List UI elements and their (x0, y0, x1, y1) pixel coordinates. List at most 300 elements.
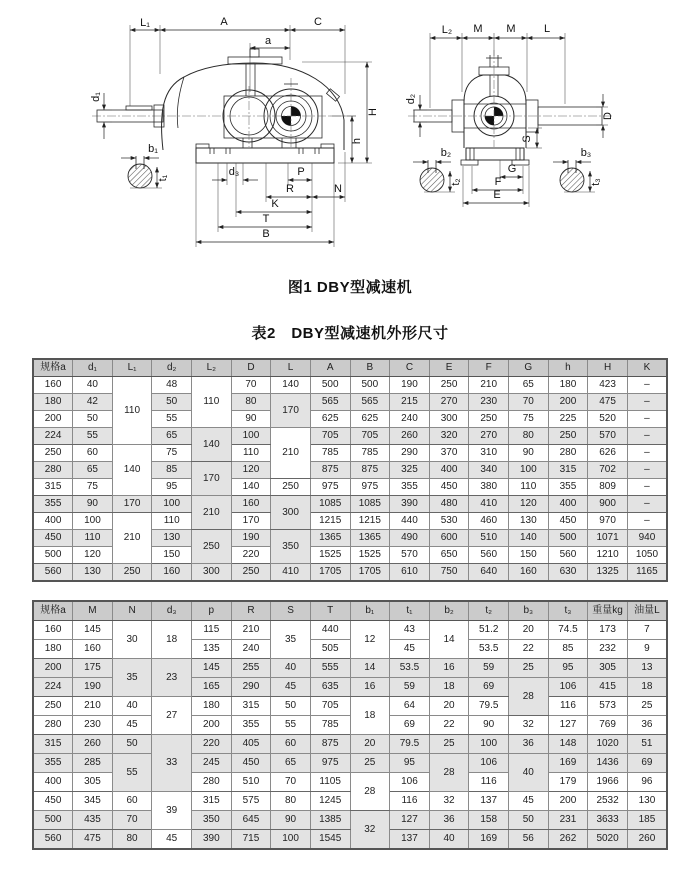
dim-label-d3: d₃ (228, 166, 240, 178)
column-header: L₂ (192, 359, 232, 377)
table-cell: 127 (548, 716, 588, 735)
table-cell: 280 (548, 445, 588, 462)
column-header: T (310, 601, 350, 621)
table-cell: 75 (73, 479, 113, 496)
table-cell: 210 (73, 697, 113, 716)
dim-label-N: N (334, 183, 342, 195)
table-cell: 20 (429, 697, 469, 716)
table-cell: 115 (192, 621, 232, 640)
table-cell: 137 (390, 830, 430, 850)
table-cell: 210 (192, 496, 232, 530)
table-cell: 940 (627, 530, 667, 547)
table-cell: 500 (350, 377, 390, 394)
table-cell: 625 (310, 411, 350, 428)
table-cell: – (627, 445, 667, 462)
table-cell: 18 (152, 621, 192, 659)
table-cell: 185 (627, 811, 667, 830)
table-cell: 140 (231, 479, 271, 496)
table-cell: 55 (271, 716, 311, 735)
table-cell: 32 (350, 811, 390, 850)
table-cell: 170 (231, 513, 271, 530)
table-cell: 405 (231, 735, 271, 754)
table-cell: 315 (548, 462, 588, 479)
table-cell: 150 (509, 547, 549, 564)
table-cell: 75 (152, 445, 192, 462)
column-header: N (112, 601, 152, 621)
table-cell: 70 (509, 394, 549, 411)
table-cell: 40 (73, 377, 113, 394)
table-cell: 25 (509, 659, 549, 678)
table-cell: 90 (469, 716, 509, 735)
table-cell: 110 (73, 530, 113, 547)
table-cell: 210 (469, 377, 509, 394)
table-cell: 785 (310, 445, 350, 462)
dim-label-P: P (297, 166, 305, 178)
table-cell: 570 (588, 428, 628, 445)
table-cell: 18 (627, 678, 667, 697)
table-cell: 180 (33, 394, 73, 411)
table-cell: 80 (509, 428, 549, 445)
table-cell: 290 (231, 678, 271, 697)
table-cell: 23 (152, 659, 192, 697)
table-row (33, 735, 667, 754)
table-cell: 750 (429, 564, 469, 582)
table-cell: 345 (73, 792, 113, 811)
table-cell: 100 (231, 428, 271, 445)
table-cell: 190 (390, 377, 430, 394)
table-cell: 250 (231, 564, 271, 582)
table-cell: 315 (33, 735, 73, 754)
table-cell: 224 (33, 678, 73, 697)
table-cell: 285 (73, 754, 113, 773)
table-cell: 400 (33, 513, 73, 530)
table-cell: 130 (152, 530, 192, 547)
column-header: h (548, 359, 588, 377)
table-cell: 560 (33, 564, 73, 582)
dim-label-d2: d₂ (405, 93, 417, 105)
table-cell: 173 (588, 621, 628, 640)
table-cell: 626 (588, 445, 628, 462)
table-cell: 390 (192, 830, 232, 850)
table-row (33, 445, 667, 462)
table-cell: 220 (231, 547, 271, 564)
table-cell: 95 (152, 479, 192, 496)
table-cell: – (627, 462, 667, 479)
table-cell: 9 (627, 640, 667, 659)
table-cell: 1365 (350, 530, 390, 547)
table-cell: 50 (271, 697, 311, 716)
table-cell: 875 (310, 462, 350, 479)
column-header: b₁ (350, 601, 390, 621)
table-cell: 240 (231, 640, 271, 659)
table-cell: 40 (429, 830, 469, 850)
table-cell: 975 (310, 754, 350, 773)
table-cell: 42 (73, 394, 113, 411)
table-cell: 27 (152, 697, 192, 735)
dim-label-d1: d₁ (90, 92, 102, 102)
table-cell: 400 (548, 496, 588, 513)
table-cell: 215 (390, 394, 430, 411)
table-cell: 560 (33, 830, 73, 850)
table-cell: 250 (429, 377, 469, 394)
table-cell: 3633 (588, 811, 628, 830)
table-cell: 79.5 (469, 697, 509, 716)
dim-label-B: B (262, 228, 270, 240)
table-cell: 490 (390, 530, 430, 547)
table-cell: 7 (627, 621, 667, 640)
dim-label-C: C (314, 16, 322, 28)
table-cell: 110 (112, 377, 152, 445)
table-cell: 35 (271, 621, 311, 659)
column-header: E (429, 359, 469, 377)
table-cell: – (627, 377, 667, 394)
dim-label-M2: M (506, 23, 516, 35)
table-cell: 400 (429, 462, 469, 479)
column-header: 重量kg (588, 601, 628, 621)
table-cell: 170 (271, 394, 311, 428)
table-cell: 55 (152, 411, 192, 428)
table-cell: 250 (33, 697, 73, 716)
table-cell: 165 (192, 678, 232, 697)
table-cell: 1385 (310, 811, 350, 830)
table-cell: 20 (509, 621, 549, 640)
table-cell: 809 (588, 479, 628, 496)
table-cell: 28 (509, 678, 549, 716)
column-header: D (231, 359, 271, 377)
oil-plug-icon (326, 89, 339, 101)
table-cell: 85 (152, 462, 192, 479)
table-cell: 1105 (310, 773, 350, 792)
table-cell: 250 (548, 428, 588, 445)
table-cell: 210 (231, 621, 271, 640)
right-view (405, 23, 614, 207)
column-header: A (310, 359, 350, 377)
table-cell: 40 (271, 659, 311, 678)
table-cell: 975 (350, 479, 390, 496)
table-cell: 60 (73, 445, 113, 462)
table-cell: 1705 (350, 564, 390, 582)
table-cell: 875 (310, 735, 350, 754)
table-cell: 120 (231, 462, 271, 479)
table-cell: 51.2 (469, 621, 509, 640)
table-cell: 450 (33, 530, 73, 547)
table-cell: 80 (271, 792, 311, 811)
column-header: b₂ (429, 601, 469, 621)
table-cell: 245 (192, 754, 232, 773)
table-row (33, 564, 667, 582)
table-cell: 180 (192, 697, 232, 716)
table-cell: 450 (231, 754, 271, 773)
column-header: C (390, 359, 430, 377)
table-cell: 1245 (310, 792, 350, 811)
table-cell: 18 (429, 678, 469, 697)
table-cell: 110 (192, 377, 232, 428)
table-row (33, 697, 667, 716)
table-cell: 460 (469, 513, 509, 530)
column-header: K (627, 359, 667, 377)
table-cell: 160 (152, 564, 192, 582)
dim-label-L1: L₁ (140, 17, 150, 29)
table-cell: 785 (350, 445, 390, 462)
table-cell: 200 (548, 792, 588, 811)
key-section-b1t1 (121, 143, 169, 188)
table-cell: 53.5 (390, 659, 430, 678)
column-header: t₂ (469, 601, 509, 621)
dim-label-b3: b₃ (580, 147, 592, 159)
table-cell: 69 (390, 716, 430, 735)
table-cell: 230 (73, 716, 113, 735)
table-cell: 100 (152, 496, 192, 513)
table-row (33, 377, 667, 394)
table-cell: 50 (112, 735, 152, 754)
table-cell: 250 (192, 530, 232, 564)
table-cell: 30 (112, 621, 152, 659)
table-cell: 231 (548, 811, 588, 830)
table-cell: 635 (310, 678, 350, 697)
table-cell: 33 (152, 735, 192, 792)
table-cell: 573 (588, 697, 628, 716)
table-cell: 500 (33, 547, 73, 564)
table-cell: 355 (390, 479, 430, 496)
table-cell: 290 (390, 445, 430, 462)
table-cell: 610 (390, 564, 430, 582)
table-cell: 900 (588, 496, 628, 513)
table-cell: 875 (350, 462, 390, 479)
column-header: d₁ (73, 359, 113, 377)
table-cell: 50 (152, 394, 192, 411)
table-cell: – (627, 496, 667, 513)
column-header: F (469, 359, 509, 377)
dim-label-t1: t₁ (157, 174, 169, 182)
table-cell: 510 (231, 773, 271, 792)
table-cell: 280 (192, 773, 232, 792)
table-cell: 45 (152, 830, 192, 850)
table-cell: 565 (310, 394, 350, 411)
table-cell: 350 (271, 530, 311, 564)
dim-label-L2: L₂ (441, 24, 453, 36)
table-cell: – (627, 411, 667, 428)
column-header: t₁ (390, 601, 430, 621)
table-cell: 1705 (310, 564, 350, 582)
table-cell: 1545 (310, 830, 350, 850)
table-cell: 50 (73, 411, 113, 428)
column-header: 规格a (33, 601, 73, 621)
dim-label-b2: b₂ (440, 147, 452, 159)
table-cell: 90 (509, 445, 549, 462)
table-cell: 1215 (350, 513, 390, 530)
table-cell: 130 (73, 564, 113, 582)
table-cell: 170 (192, 462, 232, 496)
table-cell: 137 (469, 792, 509, 811)
table-cell: 59 (469, 659, 509, 678)
table-cell: 40 (112, 697, 152, 716)
table-cell: 145 (73, 621, 113, 640)
table-cell: 179 (548, 773, 588, 792)
table-cell: 355 (231, 716, 271, 735)
table-cell: 12 (350, 621, 390, 659)
table-cell: 20 (350, 735, 390, 754)
column-header: R (231, 601, 271, 621)
table-cell: 60 (112, 792, 152, 811)
table-cell: 80 (112, 830, 152, 850)
left-view (90, 16, 379, 247)
table-cell: 255 (231, 659, 271, 678)
table-cell: 560 (548, 547, 588, 564)
table-cell: 45 (390, 640, 430, 659)
table-cell: 355 (33, 496, 73, 513)
table-cell: 35 (112, 659, 152, 697)
dim-label-b1: b₁ (148, 143, 158, 155)
table-cell: 355 (548, 479, 588, 496)
table-cell: 785 (310, 716, 350, 735)
table-cell: 90 (73, 496, 113, 513)
table-cell: 16 (350, 678, 390, 697)
table-cell: 14 (350, 659, 390, 678)
table-cell: 90 (271, 811, 311, 830)
table-cell: 40 (509, 754, 549, 792)
table-cell: 435 (73, 811, 113, 830)
table-cell: 116 (548, 697, 588, 716)
key-section-b2t2 (413, 147, 462, 192)
table-cell: 36 (627, 716, 667, 735)
table-cell: – (627, 513, 667, 530)
table-cell: 60 (271, 735, 311, 754)
table-row (33, 496, 667, 513)
column-header: d₂ (152, 359, 192, 377)
table-cell: 224 (33, 428, 73, 445)
dim-label-L: L (543, 23, 551, 35)
table-cell: 1071 (588, 530, 628, 547)
table-cell: 250 (112, 564, 152, 582)
table-caption: 表2 DBY型减速机外形尺寸 (251, 325, 449, 342)
table-cell: 28 (350, 773, 390, 811)
table-cell: 1050 (627, 547, 667, 564)
table-cell: 180 (548, 377, 588, 394)
dim-label-A: A (220, 16, 228, 28)
table-cell: 500 (548, 530, 588, 547)
table-cell: 175 (73, 659, 113, 678)
outline-dimensions-table (32, 358, 668, 582)
table-cell: 270 (429, 394, 469, 411)
table-cell: 110 (152, 513, 192, 530)
table-cell: 25 (350, 754, 390, 773)
table-cell: 769 (588, 716, 628, 735)
table-cell: 140 (271, 377, 311, 394)
table-cell: 210 (271, 428, 311, 479)
table-cell: 160 (231, 496, 271, 513)
table-cell: 69 (627, 754, 667, 773)
table-cell: 380 (469, 479, 509, 496)
table-cell: 96 (627, 773, 667, 792)
table-cell: 116 (390, 792, 430, 811)
table-row (33, 621, 667, 640)
table-cell: 975 (310, 479, 350, 496)
table-cell: 520 (588, 411, 628, 428)
table-cell: 100 (73, 513, 113, 530)
table-cell: 160 (73, 640, 113, 659)
table-cell: 56 (509, 830, 549, 850)
table-cell: 280 (33, 716, 73, 735)
table-cell: 210 (112, 513, 152, 564)
table-cell: 1525 (350, 547, 390, 564)
table-cell: 1165 (627, 564, 667, 582)
table-cell: 170 (112, 496, 152, 513)
table-cell: 450 (548, 513, 588, 530)
table-cell: 390 (390, 496, 430, 513)
table-cell: 200 (33, 411, 73, 428)
table-cell: 200 (548, 394, 588, 411)
dim-label-H: H (367, 108, 379, 116)
table-cell: 440 (310, 621, 350, 640)
table-cell: 180 (33, 640, 73, 659)
table-cell: 80 (231, 394, 271, 411)
column-header: B (350, 359, 390, 377)
table-cell: 510 (469, 530, 509, 547)
dim-label-M1: M (473, 23, 483, 35)
table-cell: 120 (509, 496, 549, 513)
table-cell: 505 (310, 640, 350, 659)
dim-label-F: F (494, 176, 502, 188)
table-cell: 440 (390, 513, 430, 530)
table-cell: 135 (192, 640, 232, 659)
table-cell: 160 (509, 564, 549, 582)
table-cell: 970 (588, 513, 628, 530)
key-section-b3t3 (553, 147, 602, 192)
table-cell: 79.5 (390, 735, 430, 754)
table-cell: 50 (509, 811, 549, 830)
table-cell: 705 (310, 428, 350, 445)
table-cell: 555 (310, 659, 350, 678)
table-cell: 106 (390, 773, 430, 792)
table-cell: 355 (33, 754, 73, 773)
table-cell: 36 (429, 811, 469, 830)
table-cell: 150 (152, 547, 192, 564)
technical-drawing (0, 0, 700, 265)
column-header: p (192, 601, 232, 621)
table-cell: 310 (469, 445, 509, 462)
table-cell: 18 (350, 697, 390, 735)
table-cell: 565 (350, 394, 390, 411)
table-cell: 630 (548, 564, 588, 582)
table-cell: – (627, 479, 667, 496)
table-cell: 262 (548, 830, 588, 850)
table-cell: 640 (469, 564, 509, 582)
table-cell: 85 (548, 640, 588, 659)
table-cell: 2532 (588, 792, 628, 811)
column-header: M (73, 601, 113, 621)
column-header: b₃ (509, 601, 549, 621)
table-cell: 106 (548, 678, 588, 697)
table-cell: 1210 (588, 547, 628, 564)
table-cell: 190 (231, 530, 271, 547)
table-cell: 74.5 (548, 621, 588, 640)
table-cell: 340 (469, 462, 509, 479)
table-cell: 250 (271, 479, 311, 496)
table-cell: 410 (271, 564, 311, 582)
table-cell: 22 (429, 716, 469, 735)
table-cell: 240 (390, 411, 430, 428)
table-cell: 130 (509, 513, 549, 530)
table-row (33, 754, 667, 773)
table-cell: 22 (509, 640, 549, 659)
table-cell: 315 (192, 792, 232, 811)
table-cell: 260 (390, 428, 430, 445)
table-cell: 705 (350, 428, 390, 445)
column-header: 规格a (33, 359, 73, 377)
table-cell: 70 (231, 377, 271, 394)
table-cell: 250 (33, 445, 73, 462)
table-cell: 260 (627, 830, 667, 850)
